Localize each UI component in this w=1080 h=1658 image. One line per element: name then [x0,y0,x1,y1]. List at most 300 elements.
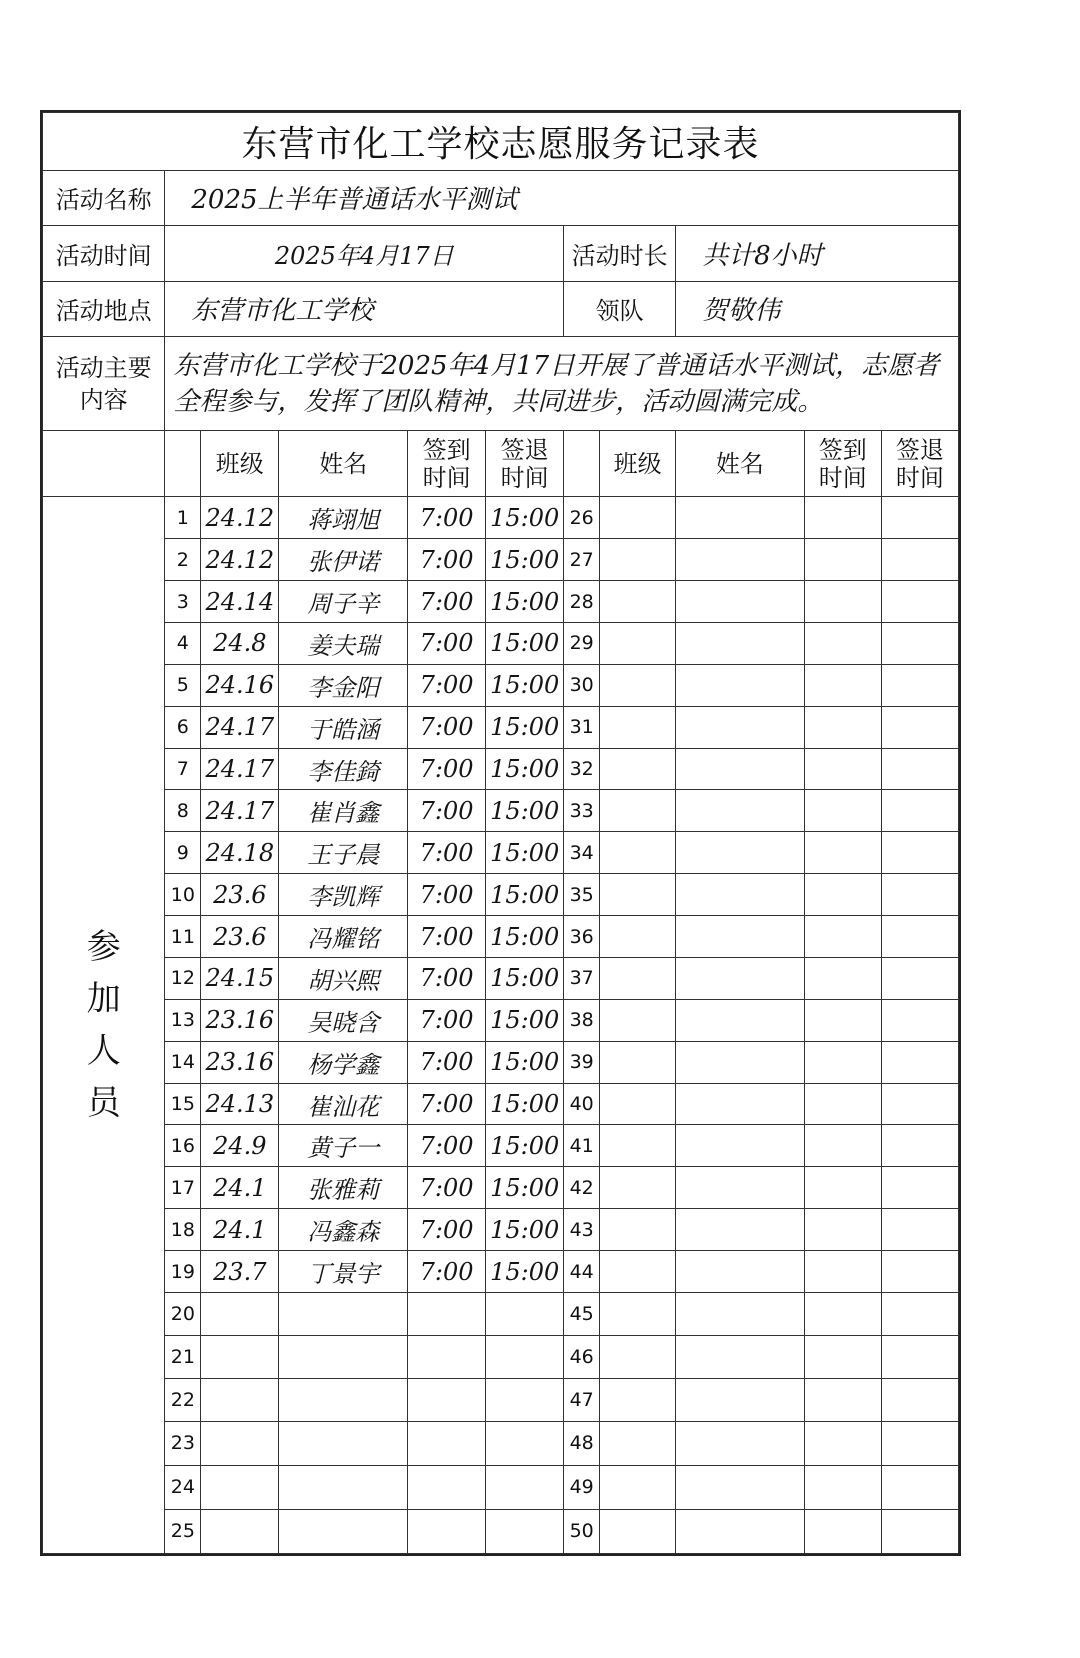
signout-cell-2 [881,957,958,999]
row-number-2: 40 [564,1083,600,1125]
signin-cell-2 [804,1251,881,1293]
row-number: 17 [165,1167,201,1209]
name-cell-2 [676,1083,805,1125]
name-cell [279,1335,408,1378]
class-cell: 24.12 [201,497,279,539]
signin-cell [408,1509,486,1553]
row-number: 7 [165,748,201,790]
row-number-2: 45 [564,1292,600,1335]
table-row [43,999,959,1041]
activity-name-value: 2025上半年普通话水平测试 [165,170,959,226]
class-cell-2 [600,539,676,581]
main-content-label-line1: 活动主要 [55,353,152,382]
name-cell-2 [676,916,805,958]
row-number: 23 [165,1421,201,1465]
row-number-2: 50 [564,1509,600,1553]
class-cell: 23.6 [201,916,279,958]
activity-duration-label: 活动时长 [564,226,676,282]
row-number: 24 [165,1465,201,1509]
name-cell-2 [676,539,805,581]
class-cell-2 [600,790,676,832]
signin-cell: 7:00 [408,790,486,832]
form-table [42,112,959,1554]
class-cell-2 [600,957,676,999]
signin-cell: 7:00 [408,622,486,664]
activity-location-value: 东营市化工学校 [165,281,564,337]
signout-cell-2 [881,1335,958,1378]
row-number: 10 [165,874,201,916]
name-cell-2 [676,999,805,1041]
table-row [43,1083,959,1125]
class-cell-2 [600,664,676,706]
class-cell [201,1509,279,1553]
signout-header-line1: 签退 [500,435,549,464]
signout-cell: 15:00 [486,1125,564,1167]
name-cell-2 [676,497,805,539]
signout-cell-2 [881,874,958,916]
row-number: 4 [165,622,201,664]
name-cell-2 [676,622,805,664]
signin-header-line2: 时间 [422,463,471,492]
signin-cell: 7:00 [408,999,486,1041]
name-cell [279,1421,408,1465]
signin-cell-2 [804,916,881,958]
table-row [43,1378,959,1421]
table-row [43,832,959,874]
signout-cell-2 [881,1465,958,1509]
table-row [43,1465,959,1509]
signout-cell [486,1335,564,1378]
name-cell: 于皓涵 [279,706,408,748]
signout-cell [486,1509,564,1553]
name-column-header: 姓名 [279,431,408,497]
signin-cell: 7:00 [408,748,486,790]
row-number: 14 [165,1041,201,1083]
signin-cell: 7:00 [408,539,486,581]
row-number-2: 29 [564,622,600,664]
signout-cell: 15:00 [486,957,564,999]
row-number: 13 [165,999,201,1041]
name-cell [279,1378,408,1421]
signout-cell: 15:00 [486,1041,564,1083]
row-number-2: 36 [564,916,600,958]
signout-cell-2 [881,832,958,874]
signout-cell-2 [881,999,958,1041]
name-cell-2 [676,664,805,706]
signout-cell-2 [881,1125,958,1167]
signin-cell: 7:00 [408,916,486,958]
signout-cell: 15:00 [486,999,564,1041]
table-row [43,581,959,623]
signin-cell-2 [804,999,881,1041]
row-number-2: 35 [564,874,600,916]
signout-cell-2 [881,1251,958,1293]
signin-cell: 7:00 [408,1251,486,1293]
row-number: 11 [165,916,201,958]
signin-cell: 7:00 [408,581,486,623]
name-cell-2 [676,790,805,832]
signin-cell [408,1292,486,1335]
signout-cell-2 [881,1509,958,1553]
class-cell: 23.16 [201,1041,279,1083]
class-cell-2 [600,1125,676,1167]
row-number-2: 42 [564,1167,600,1209]
row-number: 3 [165,581,201,623]
signin-cell-2 [804,1083,881,1125]
table-row [43,1209,959,1251]
class-cell-2 [600,1209,676,1251]
row-number: 2 [165,539,201,581]
signin-cell-2 [804,1465,881,1509]
row-number: 25 [165,1509,201,1553]
table-row [43,916,959,958]
row-number: 20 [165,1292,201,1335]
header-index-blank-2 [564,431,600,497]
name-cell-2 [676,1378,805,1421]
table-row [43,1292,959,1335]
name-cell: 周子辛 [279,581,408,623]
class-cell-2 [600,999,676,1041]
name-cell: 李佳錡 [279,748,408,790]
table-row [43,706,959,748]
class-cell-2 [600,748,676,790]
class-cell: 24.14 [201,581,279,623]
signin-cell: 7:00 [408,1041,486,1083]
class-cell: 24.17 [201,790,279,832]
activity-name-label: 活动名称 [43,170,165,226]
signin-cell-2 [804,1125,881,1167]
signin-header-line2-2: 时间 [818,463,867,492]
main-content-label-line2: 内容 [79,385,128,414]
class-column-header: 班级 [201,431,279,497]
row-number: 18 [165,1209,201,1251]
signin-cell-2 [804,1167,881,1209]
class-cell-2 [600,581,676,623]
class-cell-2 [600,497,676,539]
name-cell: 冯耀铭 [279,916,408,958]
class-cell-2 [600,1335,676,1378]
row-number: 15 [165,1083,201,1125]
signout-cell: 15:00 [486,1251,564,1293]
row-number: 21 [165,1335,201,1378]
signin-cell [408,1465,486,1509]
name-cell: 王子晨 [279,832,408,874]
class-cell: 23.7 [201,1251,279,1293]
name-cell-2 [676,748,805,790]
signin-cell-2 [804,790,881,832]
row-number: 9 [165,832,201,874]
class-cell: 23.16 [201,999,279,1041]
name-cell: 胡兴熙 [279,957,408,999]
row-number: 12 [165,957,201,999]
signout-cell: 15:00 [486,832,564,874]
signin-cell-2 [804,664,881,706]
row-number: 19 [165,1251,201,1293]
signout-cell: 15:00 [486,790,564,832]
name-cell [279,1509,408,1553]
signin-cell: 7:00 [408,1209,486,1251]
table-row [43,1335,959,1378]
signout-cell [486,1378,564,1421]
row-number: 1 [165,497,201,539]
table-row [43,748,959,790]
team-leader-value: 贺敬伟 [676,281,959,337]
signout-column-header-2 [881,431,958,497]
signin-header-line1-2: 签到 [818,435,867,464]
signin-column-header [408,431,486,497]
signout-cell-2 [881,539,958,581]
signin-cell-2 [804,1335,881,1378]
table-row [43,497,959,539]
class-cell: 24.18 [201,832,279,874]
class-cell-2 [600,874,676,916]
signout-column-header [486,431,564,497]
participants-label-text: 参加人员 [86,927,121,1124]
signout-cell: 15:00 [486,874,564,916]
row-number-2: 28 [564,581,600,623]
name-cell-2 [676,1251,805,1293]
signin-cell: 7:00 [408,1125,486,1167]
signout-cell-2 [881,622,958,664]
row-number-2: 32 [564,748,600,790]
class-cell-2 [600,916,676,958]
class-cell [201,1335,279,1378]
name-cell: 蒋翊旭 [279,497,408,539]
signout-cell [486,1421,564,1465]
signin-cell-2 [804,1378,881,1421]
signin-cell [408,1378,486,1421]
class-cell: 24.1 [201,1209,279,1251]
signout-cell: 15:00 [486,916,564,958]
name-cell-2 [676,1509,805,1553]
signout-header-line2-2: 时间 [895,463,944,492]
row-number-2: 46 [564,1335,600,1378]
table-row [43,1251,959,1293]
signout-cell-2 [881,748,958,790]
signout-cell [486,1465,564,1509]
signin-cell: 7:00 [408,664,486,706]
signin-cell-2 [804,1209,881,1251]
signin-cell-2 [804,1421,881,1465]
row-number-2: 43 [564,1209,600,1251]
name-cell: 吴晓含 [279,999,408,1041]
name-cell: 丁景宇 [279,1251,408,1293]
signin-cell-2 [804,1509,881,1553]
activity-time-label: 活动时间 [43,226,165,282]
class-cell-2 [600,1509,676,1553]
row-number: 5 [165,664,201,706]
table-row [43,1509,959,1553]
name-cell-2 [676,706,805,748]
signout-cell: 15:00 [486,1209,564,1251]
volunteer-record-form [40,110,961,1556]
table-row [43,790,959,832]
row-number-2: 38 [564,999,600,1041]
class-cell: 24.12 [201,539,279,581]
table-row [43,1167,959,1209]
signout-cell: 15:00 [486,581,564,623]
signout-cell: 15:00 [486,622,564,664]
signout-cell-2 [881,1083,958,1125]
table-row [43,874,959,916]
name-cell-2 [676,1125,805,1167]
signin-cell-2 [804,581,881,623]
table-row [43,664,959,706]
row-number-2: 33 [564,790,600,832]
row-number-2: 37 [564,957,600,999]
signin-cell: 7:00 [408,874,486,916]
name-cell: 李凯辉 [279,874,408,916]
signout-cell-2 [881,1209,958,1251]
class-cell: 23.6 [201,874,279,916]
row-number-2: 34 [564,832,600,874]
name-cell-2 [676,1167,805,1209]
name-cell: 姜夫瑞 [279,622,408,664]
class-cell [201,1421,279,1465]
main-content-value: 东营市化工学校于2025年4月17日开展了普通话水平测试，志愿者全程参与，发挥了团队精神，共同进步，活动圆满完成。 [165,337,959,431]
name-cell-2 [676,1421,805,1465]
form-title: 东营市化工学校志愿服务记录表 [43,113,959,171]
name-cell: 崔汕花 [279,1083,408,1125]
name-cell-2 [676,1041,805,1083]
row-number: 22 [165,1378,201,1421]
class-cell-2 [600,1465,676,1509]
class-cell [201,1292,279,1335]
signout-cell [486,1292,564,1335]
table-row [43,622,959,664]
signout-cell: 15:00 [486,1167,564,1209]
name-cell: 黄子一 [279,1125,408,1167]
class-cell-2 [600,1292,676,1335]
name-column-header-2: 姓名 [676,431,805,497]
name-cell-2 [676,832,805,874]
signin-cell-2 [804,874,881,916]
row-number: 16 [165,1125,201,1167]
signout-cell: 15:00 [486,706,564,748]
signin-header-line1: 签到 [422,435,471,464]
signin-cell-2 [804,1041,881,1083]
name-cell: 冯鑫森 [279,1209,408,1251]
signout-cell-2 [881,1292,958,1335]
signout-cell-2 [881,581,958,623]
row-number: 8 [165,790,201,832]
signout-cell: 15:00 [486,497,564,539]
signin-cell-2 [804,497,881,539]
row-number-2: 47 [564,1378,600,1421]
row-number-2: 27 [564,539,600,581]
signin-cell [408,1335,486,1378]
class-cell: 24.13 [201,1083,279,1125]
signin-cell-2 [804,539,881,581]
signout-cell-2 [881,1041,958,1083]
class-cell-2 [600,1083,676,1125]
class-cell-2 [600,1251,676,1293]
participants-header-blank [43,431,165,497]
signin-cell: 7:00 [408,1083,486,1125]
signin-cell-2 [804,706,881,748]
signin-cell-2 [804,748,881,790]
name-cell-2 [676,1465,805,1509]
signout-cell-2 [881,1167,958,1209]
name-cell: 杨学鑫 [279,1041,408,1083]
row-number-2: 39 [564,1041,600,1083]
class-cell-2 [600,1378,676,1421]
activity-duration-value: 共计8小时 [676,226,959,282]
header-index-blank [165,431,201,497]
name-cell: 李金阳 [279,664,408,706]
table-row [43,957,959,999]
signout-header-line1-2: 签退 [895,435,944,464]
name-cell-2 [676,957,805,999]
signout-cell-2 [881,1378,958,1421]
signin-cell [408,1421,486,1465]
signout-header-line2: 时间 [500,463,549,492]
signin-column-header-2 [804,431,881,497]
row-number-2: 49 [564,1465,600,1509]
table-row [43,1125,959,1167]
row-number-2: 31 [564,706,600,748]
signout-cell-2 [881,664,958,706]
name-cell [279,1292,408,1335]
table-row [43,1041,959,1083]
class-column-header-2: 班级 [600,431,676,497]
class-cell-2 [600,1421,676,1465]
class-cell: 24.16 [201,664,279,706]
signout-cell: 15:00 [486,748,564,790]
name-cell: 张伊诺 [279,539,408,581]
class-cell: 24.9 [201,1125,279,1167]
signin-cell-2 [804,622,881,664]
team-leader-label: 领队 [564,281,676,337]
signin-cell: 7:00 [408,832,486,874]
row-number: 6 [165,706,201,748]
signin-cell: 7:00 [408,957,486,999]
signin-cell-2 [804,832,881,874]
row-number-2: 30 [564,664,600,706]
row-number-2: 48 [564,1421,600,1465]
class-cell: 24.15 [201,957,279,999]
class-cell-2 [600,622,676,664]
table-row [43,1421,959,1465]
name-cell-2 [676,1335,805,1378]
row-number-2: 41 [564,1125,600,1167]
signin-cell-2 [804,957,881,999]
name-cell: 崔肖鑫 [279,790,408,832]
signout-cell: 15:00 [486,1083,564,1125]
signout-cell: 15:00 [486,539,564,581]
class-cell: 24.8 [201,622,279,664]
class-cell: 24.17 [201,748,279,790]
signin-cell: 7:00 [408,497,486,539]
class-cell: 24.17 [201,706,279,748]
signout-cell-2 [881,706,958,748]
signin-cell: 7:00 [408,706,486,748]
class-cell-2 [600,1167,676,1209]
activity-location-label: 活动地点 [43,281,165,337]
activity-time-value: 2025年4月17日 [165,226,564,282]
class-cell-2 [600,706,676,748]
class-cell: 24.1 [201,1167,279,1209]
name-cell-2 [676,874,805,916]
signin-cell-2 [804,1292,881,1335]
table-row [43,539,959,581]
main-content-label [43,337,165,431]
class-cell [201,1378,279,1421]
class-cell-2 [600,832,676,874]
row-number-2: 26 [564,497,600,539]
name-cell-2 [676,1292,805,1335]
class-cell-2 [600,1041,676,1083]
